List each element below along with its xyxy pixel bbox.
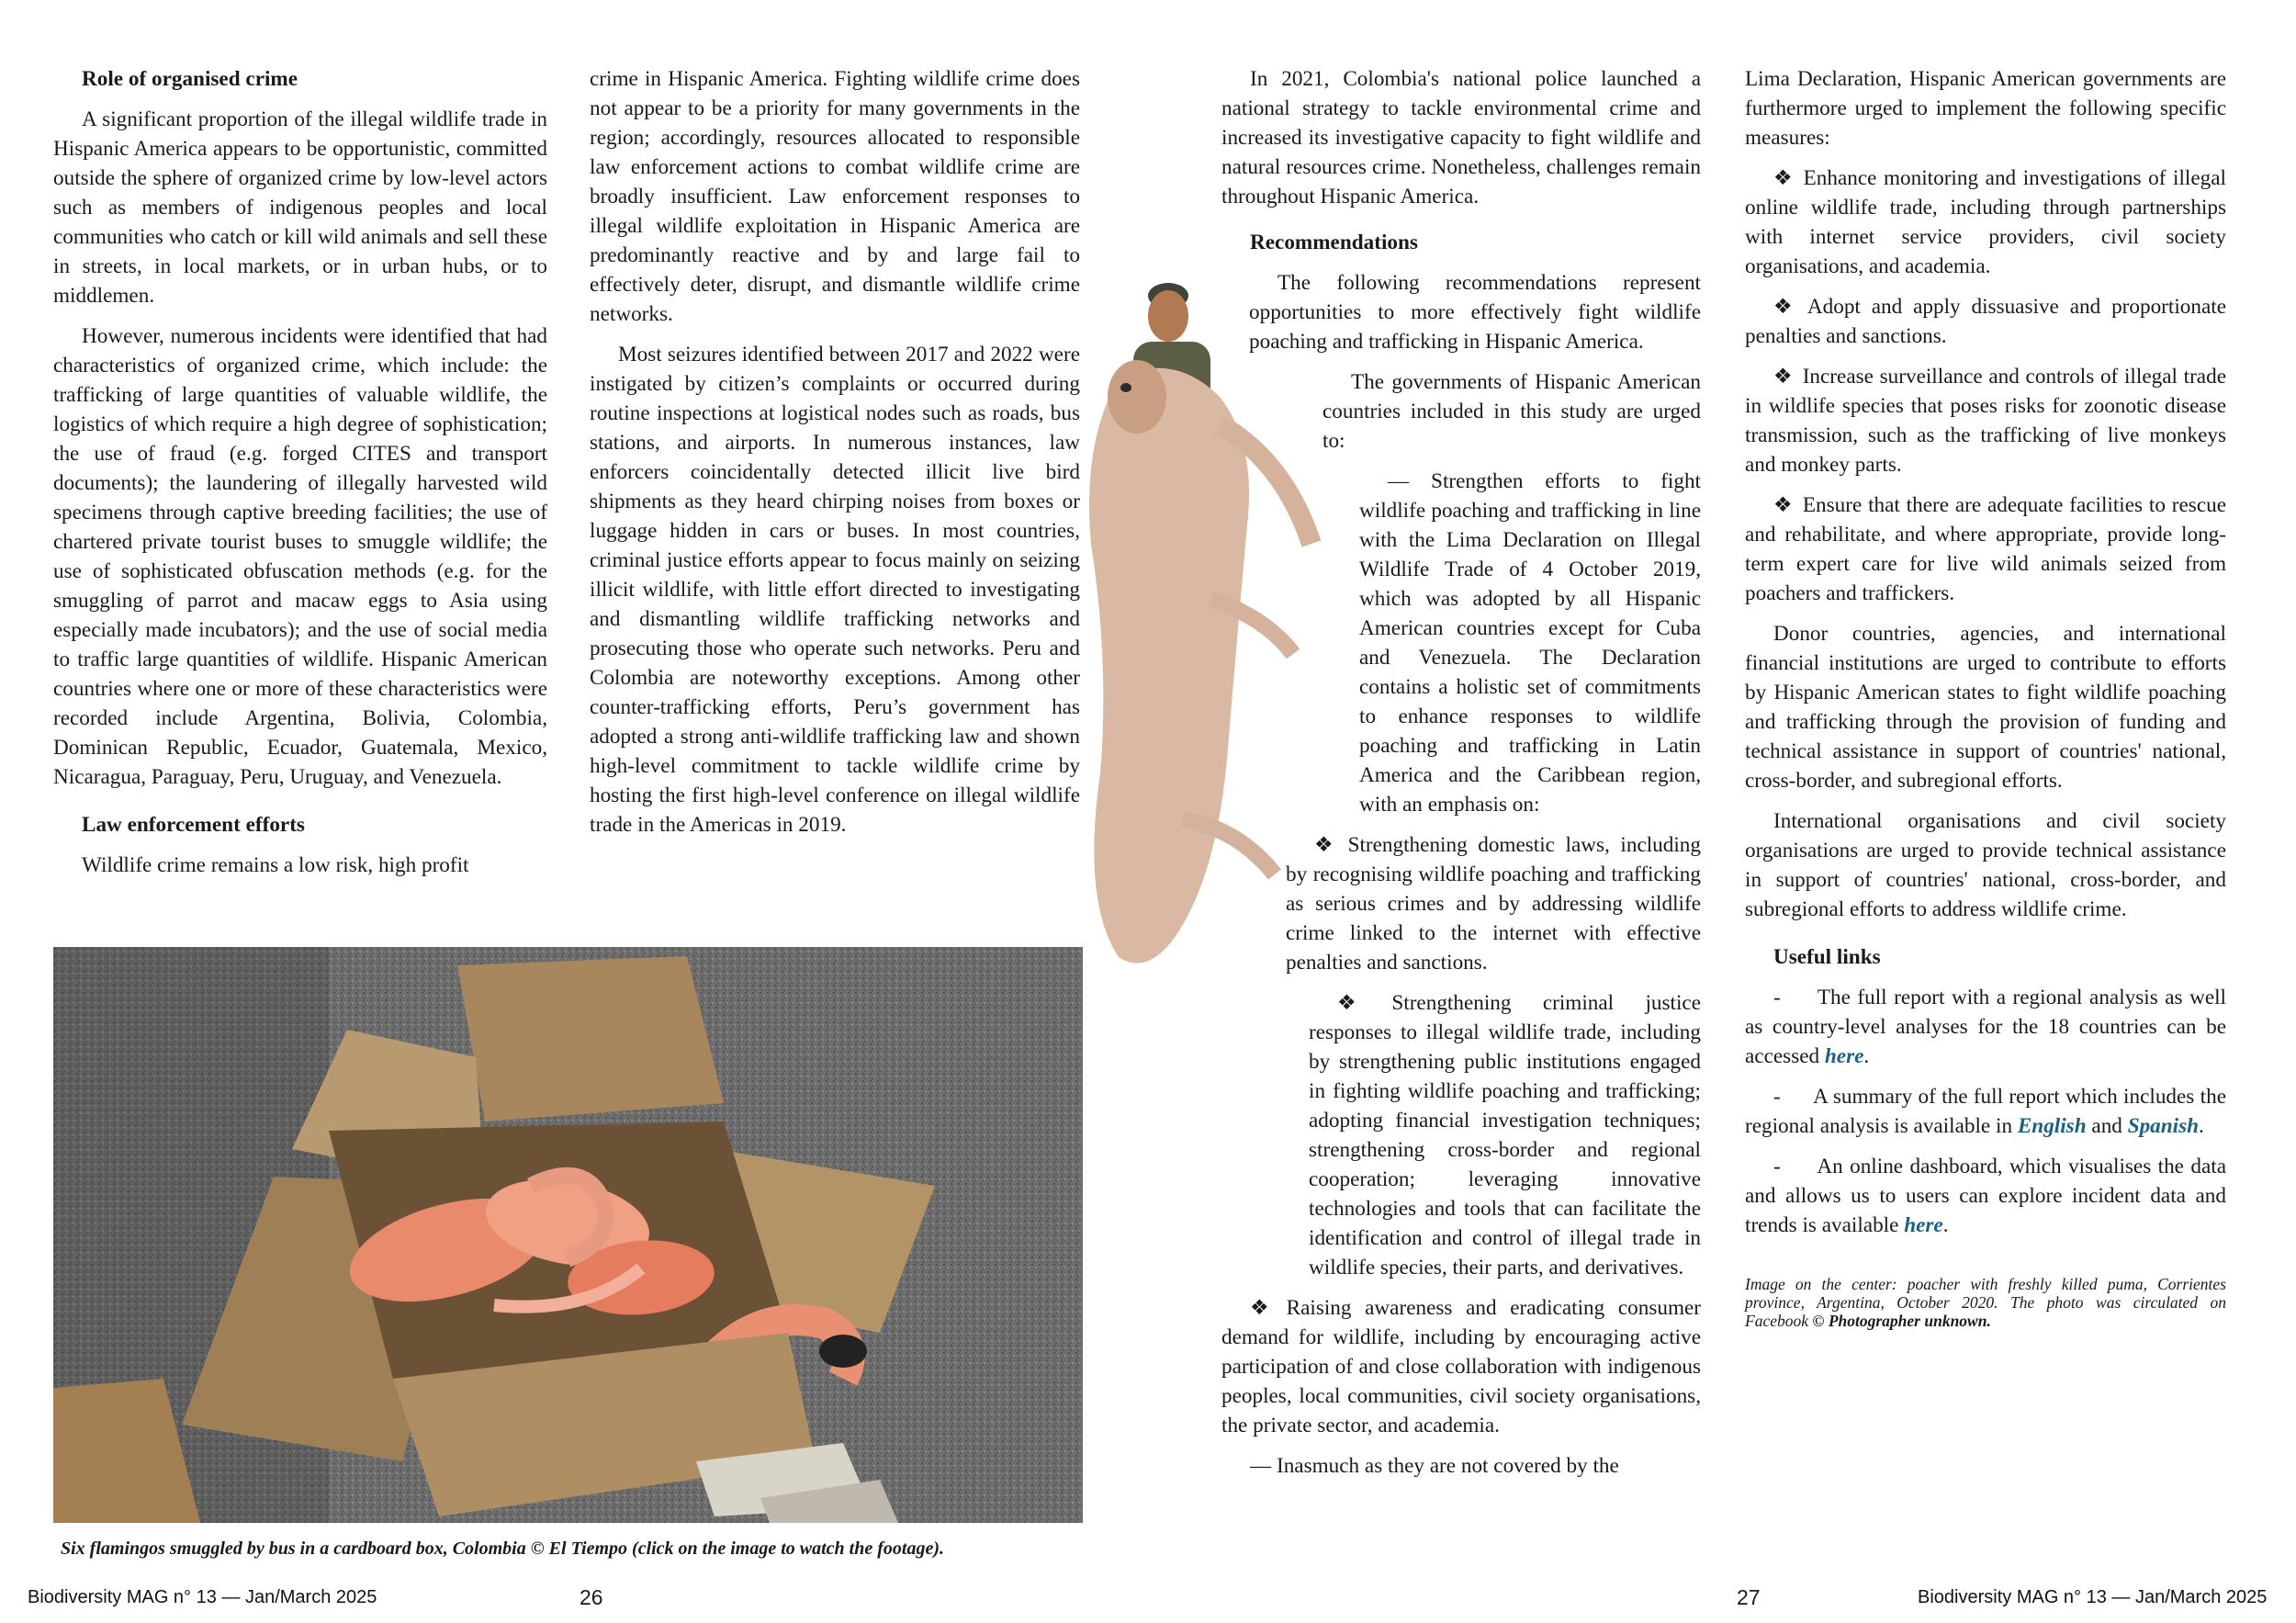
summary-spanish-link[interactable]: Spanish xyxy=(2127,1114,2200,1138)
paragraph: Most seizures identified between 2017 and 2022 were instigated by citizen’s complaints or occurred during routine inspections at logistical nodes such as roads, bus stations, and airports. In numerous instances, law enforcers coincidentally detected illicit live bird shipments as they heard chirping noises from boxes or luggage hidden in cars or buses. In most countries, criminal justice efforts appear to focus mainly on seizing illicit wildlife, with little effort directed to investigating and dismantling wildlife trafficking networks and prosecuting those who operate such networks. Peru and Colombia are noteworthy exceptions. Among other counter-trafficking efforts, Peru’s government has adopted a strong anti-wildlife trafficking law and shown high-level commitment to tackle wildlife crime by hosting the first high-level conference on illegal wildlife trade in the Americas in 2019. xyxy=(590,343,1080,837)
list-item: ❖ Strengthening criminal justice responses to illegal wildlife trade, including by strengthening public institutions engaged in fighting wildlife poaching and trafficking; adopting financial investigation techniques; strengthening cross-border and regional cooperation; leveraging innovative technologies and tools that can facilitate the identification and control of illegal trade in wildlife species, their parts, and derivatives. xyxy=(1309,991,1701,1279)
paragraph: In 2021, Colombia's national police launched a national strategy to tackle environmental crime and increased its investigative capacity to fight wildlife and natural resources crime. Nonetheless, challenges remain throughout Hispanic America. xyxy=(1221,67,1701,209)
dashboard-link[interactable]: here xyxy=(1904,1213,1943,1237)
list-item: - An online dashboard, which visualises the data and allows us to users can explore incident data and trends is available here. xyxy=(1745,1155,2226,1237)
paragraph: The governments of Hispanic American countries included in this study are urged to: xyxy=(1322,370,1701,453)
list-item: - A summary of the full report which includes the regional analysis is available in English and Spanish. xyxy=(1745,1085,2226,1138)
column-3 xyxy=(1221,64,1701,1492)
full-report-link[interactable]: here xyxy=(1824,1044,1864,1068)
bullet-icon: ❖ xyxy=(1773,295,1798,319)
paragraph: — Strengthen efforts to fight wildlife poaching and trafficking in line with the Lima Declaration on Illegal Wildlife Trade of 4 October 2019, which was adopted by all Hispanic American countries except for Cuba and Venezuela. The Declaration contains a holistic set of commitments to enhance responses to wildlife poaching and trafficking in Latin America and the Caribbean region, with an emphasis on: xyxy=(1359,469,1701,817)
paragraph: A significant proportion of the illegal wildlife trade in Hispanic America appears to be opportunistic, committed outside the sphere of organized crime by low-level actors such as members of indigenous peoples and local communities who catch or kill wild animals and sell these in streets, in local markets, or in urban hubs, or to middlemen. xyxy=(53,107,547,308)
paragraph: Wildlife crime remains a low risk, high profit xyxy=(82,853,469,877)
heading-law-enforcement: Law enforcement efforts xyxy=(82,813,305,837)
photo-caption: Six flamingos smuggled by bus in a cardboard box, Colombia © El Tiempo (click on the image to watch the footage). xyxy=(61,1538,944,1559)
list-item: ❖ Increase surveillance and controls of illegal trade in wildlife species that poses risks for zoonotic disease transmission, such as the trafficking of live monkeys and monkey parts. xyxy=(1745,365,2226,477)
column-4 xyxy=(1745,64,2226,1341)
heading-role-organised-crime: Role of organised crime xyxy=(82,67,298,91)
summary-english-link[interactable]: English xyxy=(2017,1114,2087,1138)
bullet-icon: ❖ xyxy=(1314,833,1339,857)
bullet-icon: ❖ xyxy=(1773,493,1794,517)
list-item: ❖ Ensure that there are adequate facilities to rescue and rehabilitate, and where appropriate, provide long-term expert care for live wild animals seized from poachers and traffickers. xyxy=(1745,493,2226,605)
image-credit: Image on the center: poacher with freshly killed puma, Corrientes province, Argentina, October 2020. The photo was circulated on Facebook © Photographer unknown. xyxy=(1745,1275,2226,1330)
column-2 xyxy=(590,64,1080,851)
footer-right: Biodiversity MAG n° 13 — Jan/March 2025 xyxy=(1918,1587,2268,1607)
bullet-icon: ❖ xyxy=(1773,365,1794,389)
list-item: ❖ Enhance monitoring and investigations of illegal online wildlife trade, including through partnerships with internet service providers, civil society organisations, and academia. xyxy=(1745,166,2226,278)
heading-recommendations: Recommendations xyxy=(1250,231,1418,254)
heading-useful-links: Useful links xyxy=(1773,945,1881,969)
paragraph: However, numerous incidents were identified that had characteristics of organized crime, which include: the trafficking of large quantities of valuable wildlife, the logistics of which require a high degree of sophistication; the use of fraud (e.g. forged CITES and transport documents); the laundering of illegally harvested wild specimens through captive breeding facilities; the use of chartered private tourist buses to smuggle wildlife; the use of sophisticated obfuscation methods (e.g. for the smuggling of parrot and macaw eggs to Asia using especially made incubators); and the use of social media to traffic large quantities of wildlife. Hispanic American countries where one or more of these characteristics were recorded include Argentina, Bolivia, Colombia, Dominican Republic, Ecuador, Guatemala, Mexico, Nicaragua, Paraguay, Peru, Uruguay, and Venezuela. xyxy=(53,324,547,789)
list-item: ❖ Strengthening domestic laws, including by recognising wildlife poaching and trafficking as serious crimes and by addressing wildlife crime linked to the internet with effective penalties and sanctions. xyxy=(1286,833,1701,975)
paragraph: crime in Hispanic America. Fighting wildlife crime does not appear to be a priority for many governments in the region; accordingly, resources allocated to responsible law enforcement actions to combat wildlife crime are broadly insufficient. Law enforcement responses to illegal wildlife exploitation in Hispanic America are predominantly reactive and by and large fail to effectively deter, disrupt, and dismantle wildlife crime networks. xyxy=(590,67,1080,326)
column-1 xyxy=(53,64,547,891)
list-item: - The full report with a regional analysis as well as country-level analyses for the 18 countries can be accessed here. xyxy=(1745,986,2226,1068)
bullet-icon: ❖ xyxy=(1337,991,1383,1015)
flamingo-photo[interactable] xyxy=(53,947,1083,1523)
paragraph: Lima Declaration, Hispanic American governments are furthermore urged to implement the following specific measures: xyxy=(1745,67,2226,150)
footer-left: Biodiversity MAG n° 13 — Jan/March 2025 xyxy=(28,1587,377,1607)
bullet-icon: ❖ xyxy=(1773,166,1795,190)
page-number-left: 26 xyxy=(580,1585,603,1609)
list-item: ❖ Adopt and apply dissuasive and proportionate penalties and sanctions. xyxy=(1745,295,2226,348)
list-item: ❖ Raising awareness and eradicating consumer demand for wildlife, including by encouraging active participation of and close collaboration with indigenous peoples, local communities, civil society organisations, the private sector, and academia. xyxy=(1221,1296,1701,1437)
bullet-icon: ❖ xyxy=(1250,1296,1277,1320)
page-number-right: 27 xyxy=(1737,1585,1761,1609)
paragraph: Donor countries, agencies, and international financial institutions are urged to contribute to efforts by Hispanic American states to fight wildlife poaching and trafficking through the provision of funding and technical assistance in support of countries' national, cross-border, and subregional efforts. xyxy=(1745,622,2226,793)
paragraph: International organisations and civil society organisations are urged to provide technical assistance in support of countries' national, cross-border, and subregional efforts to address wildlife crime. xyxy=(1745,809,2226,921)
paragraph: — Inasmuch as they are not covered by the xyxy=(1250,1454,1619,1478)
flamingo-box-illustration xyxy=(53,947,1083,1523)
paragraph: The following recommendations represent opportunities to more effectively fight wildlife poaching and trafficking in Hispanic America. xyxy=(1249,271,1701,354)
